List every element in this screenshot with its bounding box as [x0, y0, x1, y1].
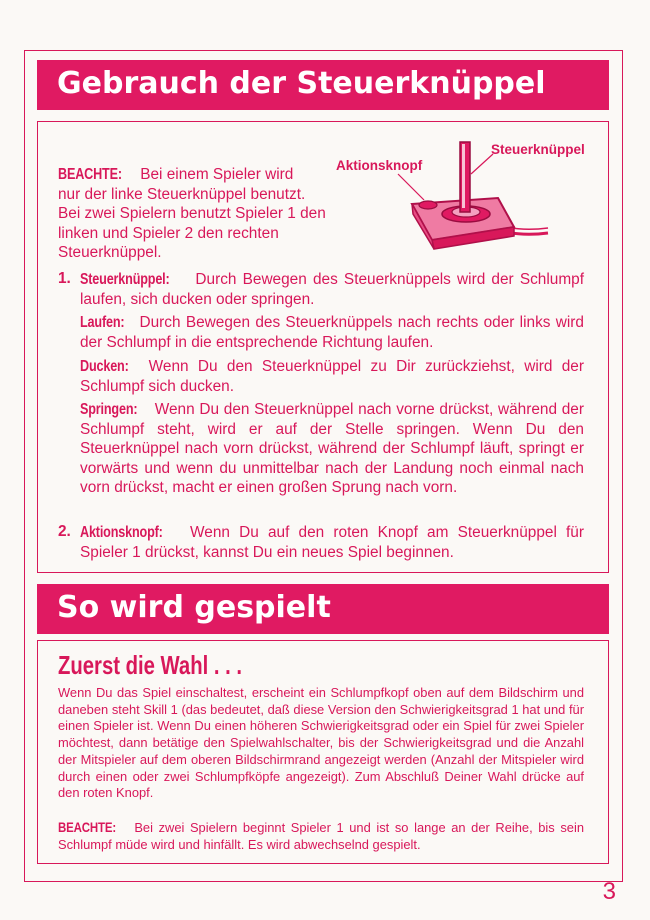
note-line: Bei einem Spieler wird [135, 166, 294, 183]
section-title-controls: Gebrauch der Steuerknüppel [37, 60, 609, 110]
note-keyword: BEACHTE: [58, 166, 122, 183]
item-aktionsknopf [80, 523, 584, 562]
ducken-paragraph [80, 357, 584, 396]
item-keyword: Aktionsknopf: [80, 524, 163, 541]
section-title-gameplay: So wird gespielt [37, 584, 609, 634]
laufen-text: Durch Bewegen des Steuerknüppels nach rechts oder links wird der Schlumpf in die entsprechende Richtung laufen. [80, 314, 584, 351]
subheading-choice: Zuerst die Wahl . . . [58, 650, 243, 680]
choice-paragraph: Wenn Du das Spiel einschaltest, erscheint ein Schlumpfkopf oben auf dem Bildschirm und daneben steht Skill 1 (das bedeutet, daß diese Version den Schwierigkeitsgrad 1 hat und für einen Spieler ist. Wenn Du einen höheren Schwierigkeitsgrad oder ein Spiel für zwei Spieler möchtest, dann betätige den Spielwahlschalter, bis der Schwierigkeitsgrad und die Anzahl der Mitspieler auf dem oberen Bildschirmrand angezeigt werden (Anzahl der Mitspieler wird durch einen oder zwei Schlumpfköpfe angezeigt). Zum Abschluß Deiner Wahl drücke auf den roten Knopf. [58, 685, 584, 801]
note-line: nur der linke Steuerknüppel benutzt. [58, 185, 306, 203]
laufen-keyword: Laufen: [80, 314, 125, 331]
stick-label: Steuerknüppel [491, 142, 585, 157]
ducken-keyword: Ducken: [80, 358, 129, 375]
note-line: Steuerknüppel. [58, 244, 162, 262]
springen-keyword: Springen: [80, 401, 138, 418]
item-text: Durch Bewegen des Steuerknüppels wird der Schlumpf laufen, sich ducken oder springen. [80, 271, 584, 308]
note-single-player [58, 165, 368, 263]
springen-paragraph [80, 400, 584, 498]
item-steuerknueppel [80, 270, 584, 309]
two-player-note [58, 819, 584, 853]
item-number: 1. [58, 270, 71, 287]
springen-text: Wenn Du den Steuerknüppel nach vorne drückst, während der Schlumpf steht, wird er auf der Stelle springen. Wenn Du den Steuerknüppel nach vorn drückst, während der Schlumpf läuft, springt er vorwärts und wenn du unmittelbar nach der Landung noch einmal nach vorn drückst, macht er einen großen Sprung nach vorn. [80, 401, 584, 497]
note-line: linken und Spieler 2 den rechten [58, 224, 279, 242]
laufen-paragraph [80, 313, 584, 352]
item-keyword: Steuerknüppel: [80, 271, 170, 288]
item-text: Wenn Du auf den roten Knopf am Steuerknüppel für Spieler 1 drückst, kannst Du ein neues Spiel beginnen. [80, 524, 584, 561]
button-label: Aktionsknopf [336, 158, 423, 173]
item-number: 2. [58, 523, 71, 540]
page-number: 3 [602, 878, 616, 905]
note-text: Bei zwei Spielern beginnt Spieler 1 und ist so lange an der Reihe, bis sein Schlumpf müde wird und hinfällt. Es wird abwechselnd gespielt. [58, 820, 584, 852]
note-line: Bei zwei Spielern benutzt Spieler 1 den [58, 205, 326, 223]
ducken-text: Wenn Du den Steuerknüppel zu Dir zurückziehst, wird der Schlumpf sich ducken. [80, 358, 584, 395]
note-keyword: BEACHTE: [58, 819, 117, 835]
